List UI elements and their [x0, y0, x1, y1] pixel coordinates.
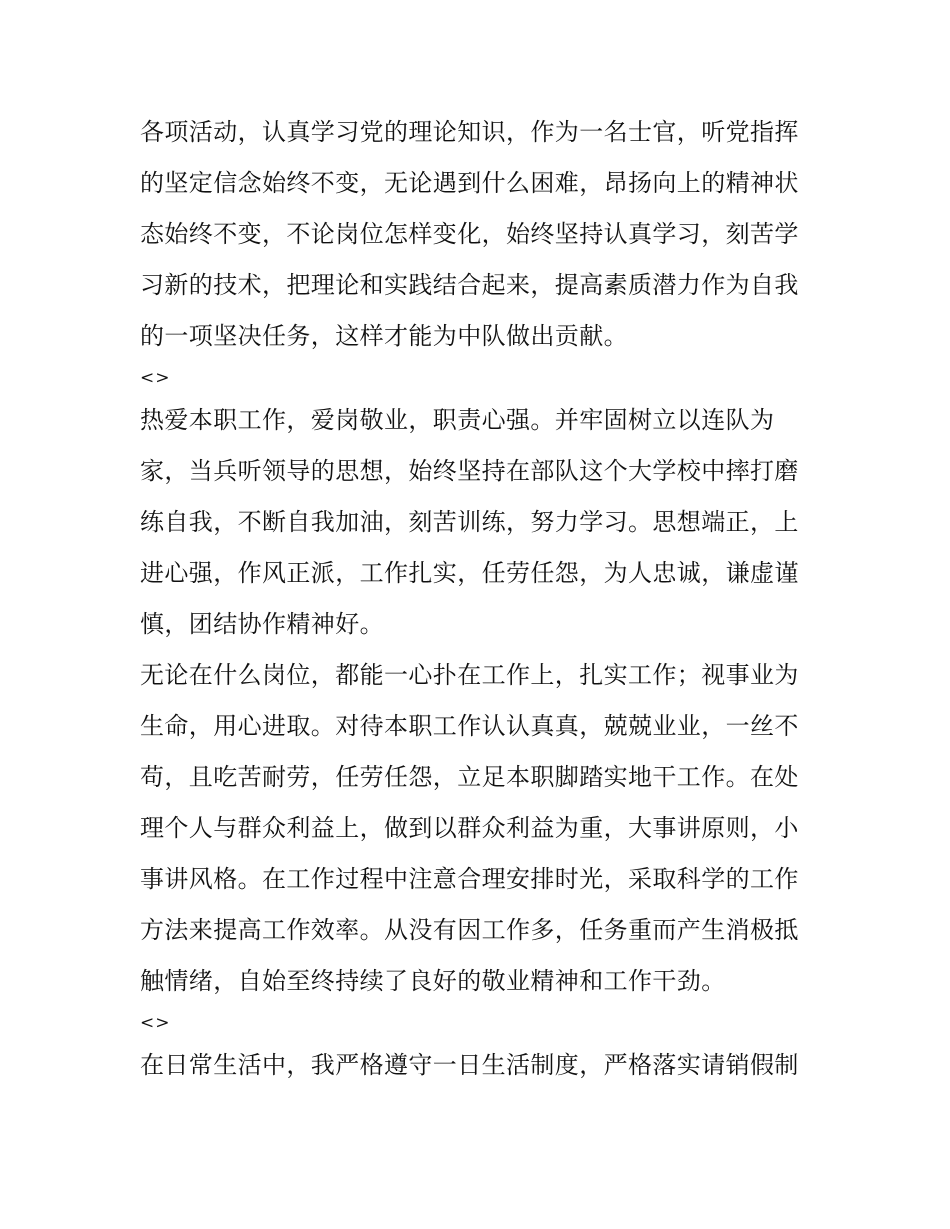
- text-line: 习新的技术，把理论和实践结合起来，提高素质潜力作为自我: [140, 271, 799, 299]
- section-separator: <>: [140, 1013, 171, 1033]
- text-line: 态始终不变，不论岗位怎样变化，始终坚持认真学习，刻苦学: [140, 220, 799, 248]
- text-line: 理个人与群众利益上，做到以群众利益为重，大事讲原则，小: [140, 814, 799, 842]
- text-line: 家，当兵听领导的思想，始终坚持在部队这个大学校中摔打磨: [140, 457, 799, 485]
- document-body: [140, 107, 820, 1091]
- text-line: 无论在什么岗位，都能一心扑在工作上，扎实工作；视事业为: [140, 661, 799, 689]
- paragraph-1: [140, 107, 820, 362]
- text-line: 触情绪，自始至终持续了良好的敬业精神和工作干劲。: [140, 967, 726, 995]
- text-line: 生命，用心进取。对待本职工作认认真真，兢兢业业，一丝不: [140, 712, 799, 740]
- text-line: 的坚定信念始终不变，无论遇到什么困难，昂扬向上的精神状: [140, 169, 799, 197]
- text-line: 在日常生活中，我严格遵守一日生活制度，严格落实请销假制: [140, 1051, 799, 1079]
- text-line: 慎，团结协作精神好。: [140, 610, 384, 638]
- text-line: 事讲风格。在工作过程中注意合理安排时光，采取科学的工作: [140, 865, 799, 893]
- text-line: 各项活动，认真学习党的理论知识，作为一名士官，听党指挥: [140, 118, 799, 146]
- paragraph-2: [140, 395, 820, 650]
- section-separator: <>: [140, 368, 171, 388]
- text-line: 练自我，不断自我加油，刻苦训练，努力学习。思想端正，上: [140, 508, 799, 536]
- paragraph-4: [140, 1040, 820, 1091]
- text-line: 方法来提高工作效率。从没有因工作多，任务重而产生消极抵: [140, 916, 799, 944]
- paragraph-3: [140, 650, 820, 1007]
- text-line: 热爱本职工作，爱岗敬业，职责心强。并牢固树立以连队为: [140, 406, 775, 434]
- text-line: 苟，且吃苦耐劳，任劳任怨，立足本职脚踏实地干工作。在处: [140, 763, 799, 791]
- text-line: 进心强，作风正派，工作扎实，任劳任怨，为人忠诚，谦虚谨: [140, 559, 799, 587]
- text-line: 的一项坚决任务，这样才能为中队做出贡献。: [140, 322, 628, 350]
